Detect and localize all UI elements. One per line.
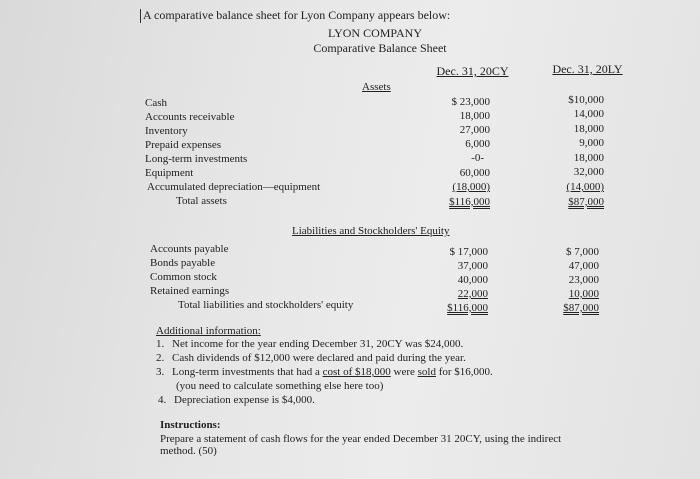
column-header-ly: Dec. 31, 20LY bbox=[552, 62, 623, 76]
additional-item: Depreciation expense is $4,000. bbox=[174, 394, 315, 406]
instructions-heading: Instructions: bbox=[160, 419, 221, 431]
liability-ly: 10,000 bbox=[568, 288, 599, 300]
liability-label: Bonds payable bbox=[150, 257, 216, 269]
additional-num: 1. bbox=[156, 338, 165, 350]
asset-ly: 9,000 bbox=[579, 137, 604, 149]
instructions-text: method. (50) bbox=[160, 445, 217, 457]
liability-cy: 40,000 bbox=[457, 274, 488, 286]
liability-ly: $ 7,000 bbox=[566, 246, 599, 258]
asset-label: Equipment bbox=[145, 167, 194, 179]
liability-cy: 37,000 bbox=[457, 260, 488, 272]
assets-heading: Assets bbox=[362, 81, 391, 93]
statement-title: Comparative Balance Sheet bbox=[313, 41, 447, 55]
additional-heading: Additional information: bbox=[156, 325, 261, 337]
liability-total-label: Total liabilities and stockholders' equity bbox=[178, 299, 354, 311]
liability-total-cy: $116,000 bbox=[447, 302, 488, 314]
additional-item-3-part-b: cost of $18,000 bbox=[322, 366, 391, 378]
liability-label: Accounts payable bbox=[150, 243, 229, 255]
asset-total-ly: $87,000 bbox=[568, 196, 604, 208]
liability-ly: 23,000 bbox=[568, 274, 599, 286]
additional-item: Net income for the year ending December 31, 20CY was $24,000. bbox=[172, 338, 464, 350]
asset-cy: 6,000 bbox=[465, 138, 490, 150]
asset-label: Cash bbox=[145, 97, 167, 109]
asset-ly: 32,000 bbox=[573, 166, 604, 178]
asset-cy: 27,000 bbox=[459, 124, 490, 136]
asset-cy: $ 23,000 bbox=[451, 96, 490, 108]
text-cursor bbox=[140, 9, 141, 23]
asset-ly: (14,000) bbox=[566, 181, 604, 193]
asset-cy: (18,000) bbox=[452, 181, 490, 193]
asset-ly: 18,000 bbox=[573, 123, 604, 135]
additional-note: (you need to calculate something else here too) bbox=[176, 380, 384, 392]
instructions-text: Prepare a statement of cash flows for the year ended December 31 20CY, using the indirect bbox=[160, 433, 562, 445]
liability-ly: 47,000 bbox=[568, 260, 599, 272]
asset-cy: 60,000 bbox=[459, 167, 490, 179]
column-header-cy: Dec. 31, 20CY bbox=[436, 64, 509, 78]
asset-label: Inventory bbox=[145, 125, 188, 137]
asset-ly: $10,000 bbox=[568, 94, 604, 106]
liability-cy: 22,000 bbox=[457, 288, 488, 300]
liability-label: Common stock bbox=[150, 271, 217, 283]
asset-label: Long-term investments bbox=[145, 153, 248, 165]
asset-cy: -0- bbox=[471, 152, 484, 164]
liability-total-ly: $87,000 bbox=[563, 302, 599, 314]
asset-label: Accounts receivable bbox=[145, 111, 235, 123]
additional-item-3 bbox=[172, 366, 493, 378]
additional-item-3-part-e: for $16,000. bbox=[435, 366, 493, 378]
asset-ly: 18,000 bbox=[573, 152, 604, 164]
asset-ly: 14,000 bbox=[573, 108, 604, 120]
additional-num: 2. bbox=[156, 352, 165, 364]
asset-cy: 18,000 bbox=[459, 110, 490, 122]
liabilities-heading: Liabilities and Stockholders' Equity bbox=[292, 225, 450, 237]
intro-text: A comparative balance sheet for Lyon Company appears below: bbox=[143, 8, 451, 22]
asset-label: Prepaid expenses bbox=[145, 139, 222, 151]
additional-item: Cash dividends of $12,000 were declared and paid during the year. bbox=[172, 352, 466, 364]
additional-num: 4. bbox=[158, 394, 167, 406]
additional-item-3-part-a: Long-term investments that had a bbox=[172, 366, 323, 378]
additional-item-3-part-c: were bbox=[390, 366, 418, 378]
asset-total-label: Total assets bbox=[176, 195, 227, 207]
asset-label: Accumulated depreciation—equipment bbox=[147, 181, 321, 193]
asset-total-cy: $116,000 bbox=[449, 196, 490, 208]
liability-label: Retained earnings bbox=[150, 285, 230, 297]
additional-item-3-part-d: sold bbox=[417, 366, 436, 378]
additional-num: 3. bbox=[156, 366, 165, 378]
liability-cy: $ 17,000 bbox=[449, 246, 488, 258]
company-name: LYON COMPANY bbox=[327, 26, 423, 40]
